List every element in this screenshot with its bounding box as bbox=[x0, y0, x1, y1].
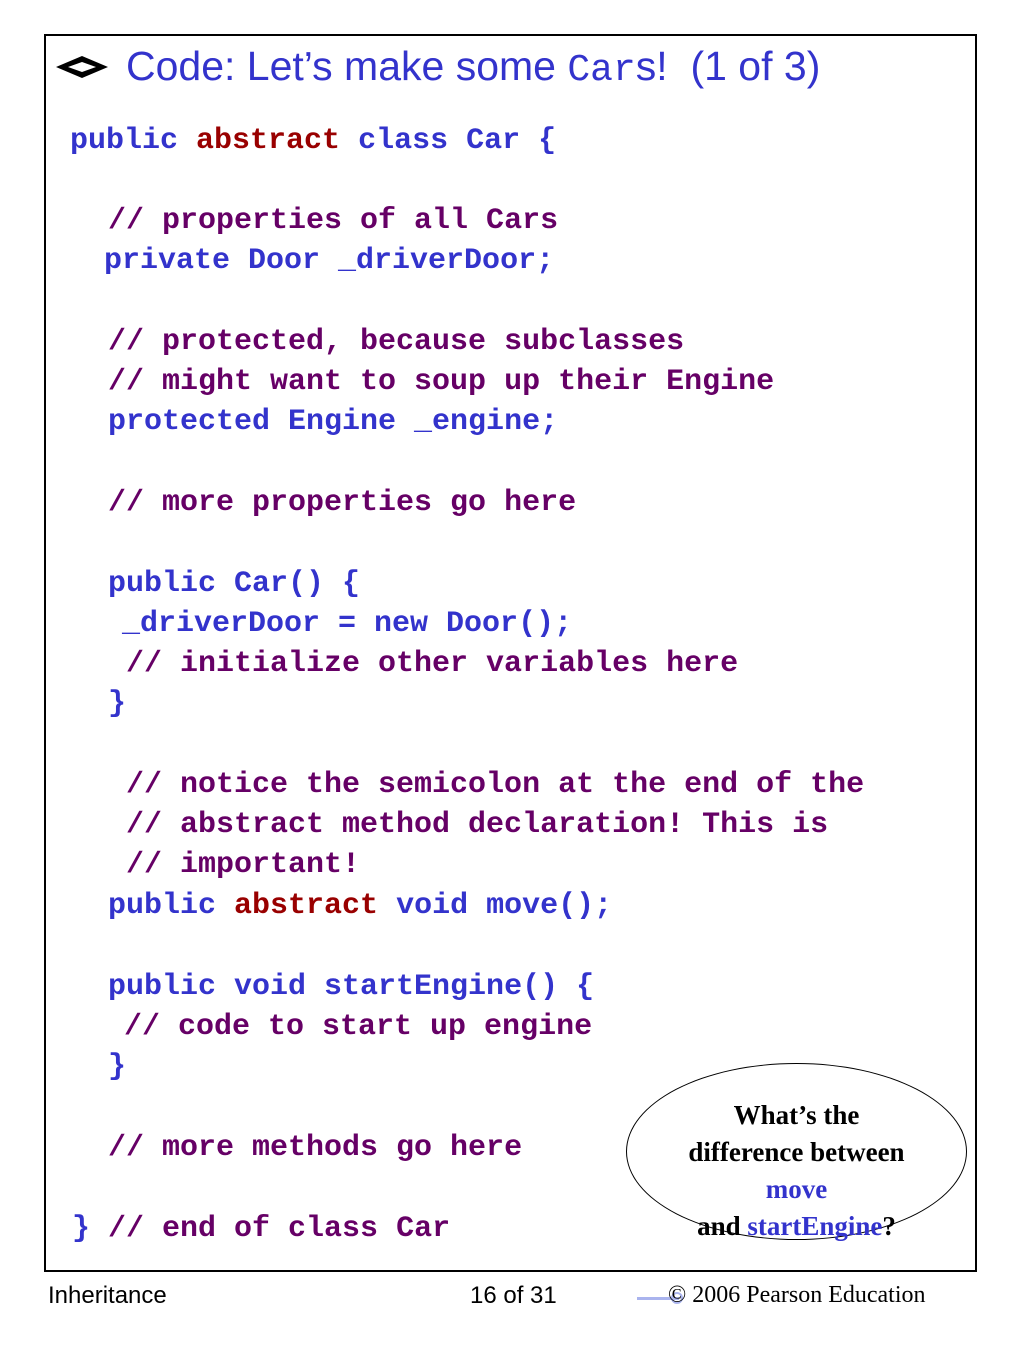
footer-copyright: © 2006 Pearson Education bbox=[668, 1282, 926, 1308]
callout-start-engine: startEngine bbox=[747, 1211, 883, 1241]
code-line-comment: // protected, because subclasses bbox=[108, 325, 685, 359]
title-class-name: Car bbox=[567, 48, 636, 92]
diamond-bullet-icon bbox=[54, 54, 110, 80]
code-line-constructor: public Car() { bbox=[108, 567, 361, 601]
code-line-field: protected Engine _engine; bbox=[108, 405, 559, 439]
slide-title bbox=[54, 42, 820, 92]
code-line-comment: // important! bbox=[126, 848, 361, 882]
code-line-brace: } bbox=[108, 687, 127, 721]
code-line-comment: // abstract method declaration! This is bbox=[126, 808, 829, 842]
code-line-comment: // more methods go here bbox=[108, 1131, 523, 1165]
slide-frame bbox=[44, 34, 977, 1272]
code-line-comment: // notice the semicolon at the end of the bbox=[126, 768, 865, 802]
code-line-comment: // code to start up engine bbox=[124, 1010, 593, 1044]
footer-topic: Inheritance bbox=[48, 1282, 167, 1309]
code-line-comment: // more properties go here bbox=[108, 486, 577, 520]
code-line-field: private Door _driverDoor; bbox=[104, 244, 555, 278]
code-line-comment: // initialize other variables here bbox=[126, 647, 739, 681]
callout-move: move bbox=[765, 1174, 828, 1204]
footer-page-number: 16 of 31 bbox=[470, 1282, 557, 1309]
code-line-method: public void startEngine() { bbox=[108, 970, 595, 1004]
title-prefix: Code: Let’s make some bbox=[126, 42, 568, 89]
code-line-statement: _driverDoor = new Door(); bbox=[122, 607, 573, 641]
code-line-class-end: } // end of class Car bbox=[72, 1212, 451, 1246]
code-line-comment: // properties of all Cars bbox=[108, 204, 559, 238]
code-line-comment: // might want to soup up their Engine bbox=[108, 365, 775, 399]
title-suffix: s! (1 of 3) bbox=[635, 42, 821, 89]
question-callout: What’s the difference between move and startEngine? bbox=[626, 1063, 967, 1240]
code-line-abstract-method: public abstract void move(); bbox=[108, 889, 613, 923]
code-line-class-decl: public abstract class Car { bbox=[70, 124, 557, 158]
code-line-brace: } bbox=[108, 1050, 127, 1084]
